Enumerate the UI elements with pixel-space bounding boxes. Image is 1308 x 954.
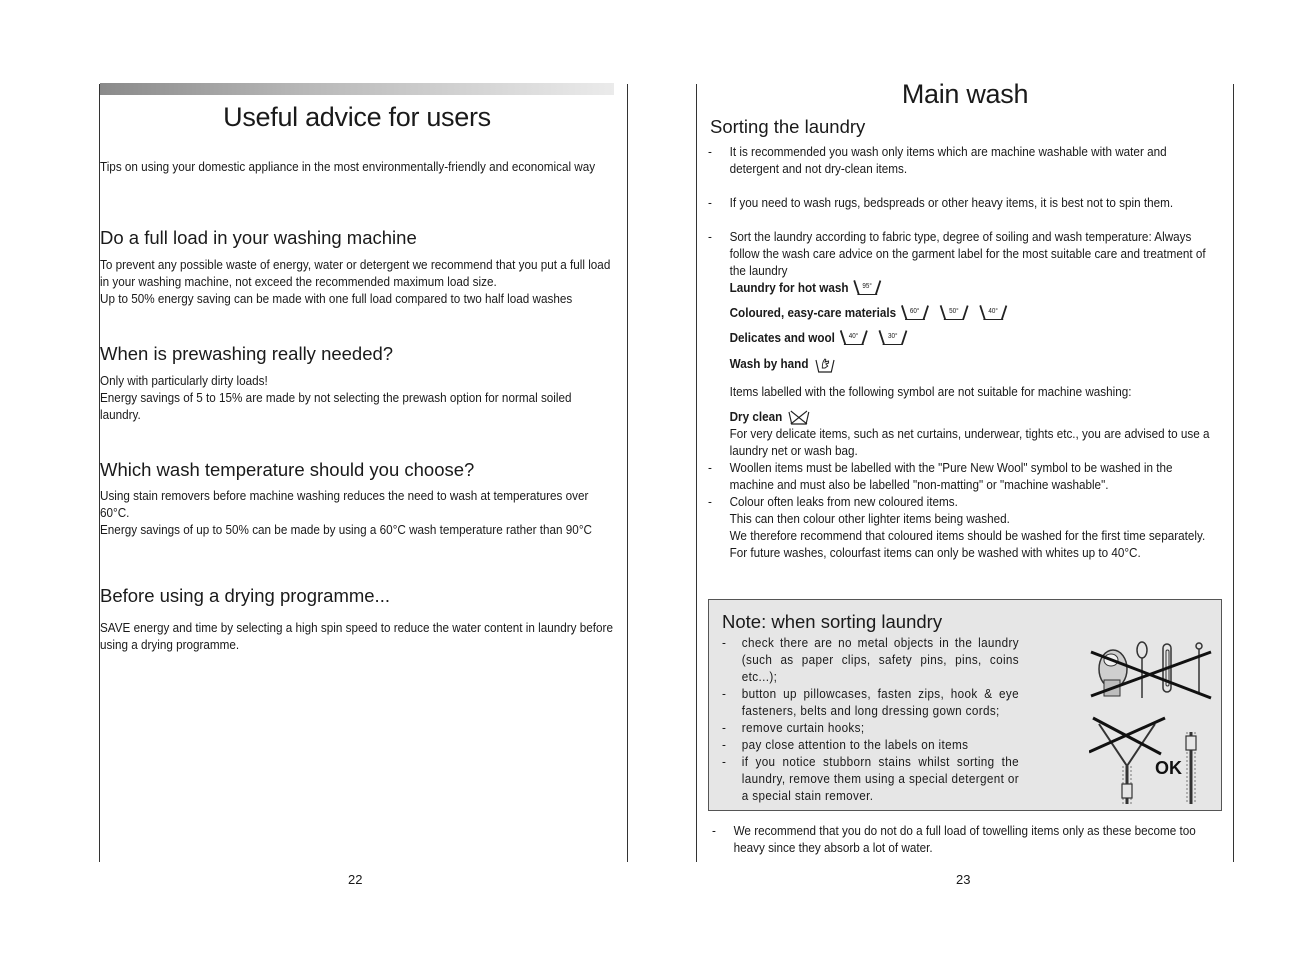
left-page-border-right (627, 84, 628, 862)
final-list (712, 822, 1216, 856)
note-item-text: button up pillowcases, fasten zips, hook & eye fasteners, belts and long dressing gown cords; (741, 686, 1019, 718)
dash-bullet: - (708, 195, 712, 210)
wash-tub-30-icon (883, 332, 903, 345)
wash-tub-40-icon (983, 307, 1003, 320)
section-heading-drying: Before using a drying programme... (100, 585, 390, 606)
dry-clean-label: Dry clean (729, 408, 783, 424)
section-heading-full-load: Do a full load in your washing machine (100, 227, 417, 248)
coins-clips-icon (1091, 642, 1211, 698)
item-text: Colour often leaks from new coloured items. (729, 493, 958, 509)
dash-bullet: - (722, 635, 727, 650)
text-line: Using stain removers before machine washing reduces the need to wash at temperatures over 60°C. (100, 488, 589, 520)
dash-bullet: - (708, 144, 712, 159)
note-item (722, 736, 1019, 753)
dash-bullet: - (722, 686, 727, 701)
hand-wash-label: Wash by hand (729, 356, 809, 371)
section-heading-prewash: When is prewashing really needed? (100, 343, 394, 364)
section-text-temperature (100, 487, 611, 538)
list-item (708, 143, 1212, 177)
note-item (722, 685, 1019, 719)
right-page-border-left (696, 84, 697, 862)
dash-bullet: - (708, 493, 712, 509)
note-item-text: pay close attention to the labels on items (741, 737, 969, 752)
delicates-label: Delicates and wool (729, 330, 835, 345)
right-page-border-right (1233, 84, 1234, 862)
page-number-right: 23 (956, 872, 971, 887)
dash-bullet: - (708, 459, 712, 475)
note-list (722, 634, 1019, 804)
section-text-drying (100, 619, 620, 653)
note-item (722, 719, 1019, 736)
item-text: This can then colour other lighter items being washed. (729, 510, 1010, 526)
temperature-label: 40° (988, 308, 998, 316)
item-text: It is recommended you wash only items which are machine washable with water and detergent and not dry-clean items. (729, 144, 1167, 176)
delicates-line (730, 329, 1212, 346)
item-text: If you need to wash rugs, bedspreads or other heavy items, it is best not to spin them. (729, 195, 1174, 210)
note-item-text: check there are no metal objects in the laundry (such as paper clips, safety pins, pins, coins etc...); (741, 635, 1019, 684)
list-item (712, 822, 1216, 856)
item-text: We recommend that you do not do a full load of towelling items only as these become too heavy since they absorb a lot of water. (733, 823, 1196, 855)
coloured-label: Coloured, easy-care materials (729, 305, 897, 320)
dash-bullet: - (708, 229, 712, 244)
item-text: Sort the laundry according to fabric type, degree of soiling and wash temperature: Always follow the wash care advice on the garment label for the most suitable care and treatment of the laundry (729, 229, 1206, 278)
hand-wash-line (730, 355, 1212, 373)
list-item (708, 194, 1212, 211)
item-text: We therefore recommend that coloured items should be washed for the first time separately. (729, 527, 1206, 543)
text-line: To prevent any possible waste of energy, water or detergent we recommend that you put a full load in your washing machine, not exceed the recommended maximum load size. (100, 257, 611, 289)
temperature-label: 30° (888, 333, 898, 341)
right-page-title: Main wash (901, 79, 1029, 109)
dash-bullet: - (722, 737, 727, 752)
text-line: Up to 50% energy saving can be made with one full load compared to two half load washes (100, 291, 573, 306)
section-text-prewash (100, 372, 611, 423)
text-line: Energy savings of 5 to 15% are made by not selecting the prewash option for normal soiled laundry. (100, 390, 572, 422)
temperature-label: 50° (949, 308, 959, 316)
do-not-wash-icon (788, 410, 810, 425)
page-number-left: 22 (348, 872, 363, 887)
text-line: SAVE energy and time by selecting a high spin speed to reduce the water content in laundry before using a drying programme. (100, 620, 613, 652)
wash-tub-40-icon (844, 332, 864, 345)
wash-tub-50-icon (944, 307, 964, 320)
note-item (722, 753, 1019, 804)
list-item (708, 493, 1212, 561)
item-text: Woollen items must be labelled with the "Pure New Wool" symbol to be washed in the machine and must also be labelled "non-matting" or "machine washable". (729, 459, 1173, 492)
list-item (708, 459, 1212, 493)
coloured-line (730, 304, 1212, 321)
note-box (708, 599, 1222, 811)
text-line: Energy savings of up to 50% can be made by using a 60°C wash temperature rather than 90°C (100, 522, 592, 537)
delicate-advice-text: For very delicate items, such as net curtains, underwear, tights etc., you are advised to use a laundry net or wash bag. (729, 425, 1210, 458)
note-item-text: if you notice stubborn stains whilst sorting the laundry, remove them using a special detergent or a special stain remover. (741, 754, 1019, 803)
temperature-label: 40° (848, 333, 859, 341)
dry-clean-line (730, 408, 1212, 425)
ok-label: OK (1155, 758, 1182, 778)
gradient-header-bar (100, 83, 614, 95)
hot-wash-label: Laundry for hot wash (729, 280, 849, 295)
list-item (708, 228, 1212, 459)
note-title: Note: when sorting laundry (722, 611, 943, 632)
intro-text: Tips on using your domestic appliance in the most environmentally-friendly and economical way (100, 159, 596, 174)
temperature-label: 95° (862, 283, 872, 291)
section-text-full-load (100, 256, 611, 307)
section-heading-temperature: Which wash temperature should you choose? (100, 459, 475, 480)
subtitle-sorting: Sorting the laundry (710, 116, 866, 137)
note-item-text: remove curtain hooks; (741, 720, 865, 735)
dash-bullet: - (712, 823, 716, 838)
item-text: For future washes, colourfast items can only be washed with whites up to 40°C. (729, 544, 1141, 560)
left-page-title: Useful advice for users (223, 102, 491, 132)
hot-wash-line (730, 279, 1212, 296)
not-suitable-text: Items labelled with the following symbol are not suitable for machine washing: (729, 383, 1132, 399)
wash-tub-60-icon (905, 307, 925, 320)
text-line: Only with particularly dirty loads! (100, 373, 268, 388)
sorting-list (708, 143, 1212, 561)
dash-bullet: - (722, 720, 727, 735)
wash-tub-95-icon (857, 282, 877, 295)
dash-bullet: - (722, 754, 727, 769)
note-item (722, 634, 1019, 685)
sorting-illustration (1089, 636, 1215, 808)
hand-wash-icon (815, 357, 835, 373)
temperature-label: 60° (909, 308, 920, 316)
